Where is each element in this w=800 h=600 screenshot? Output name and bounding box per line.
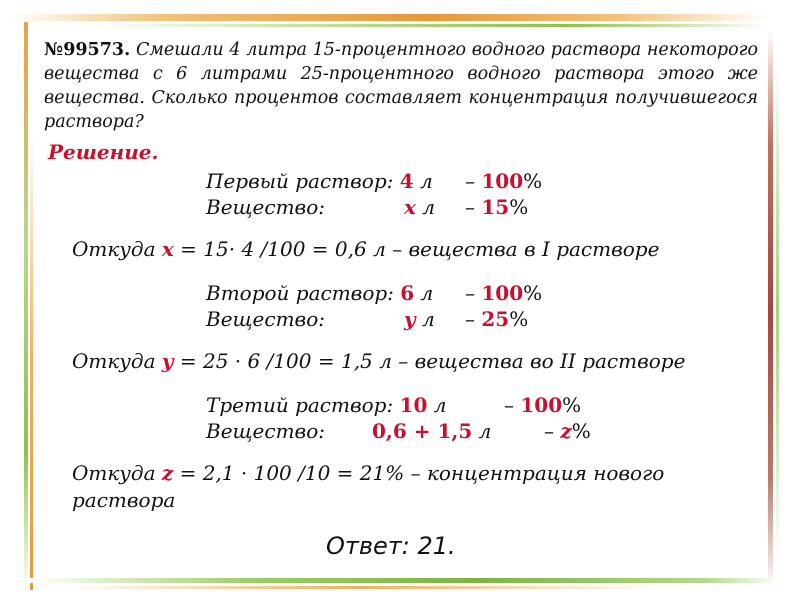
block3-conclusion: Откуда z = 2,1 · 100 /10 = 21% – концентрация нового xyxy=(72,461,665,485)
block3-row2-amount: 0,6 + 1,5 л xyxy=(372,419,492,443)
decor-frame-right-accent xyxy=(776,60,779,560)
block2-row2: Вещество: xyxy=(206,307,325,331)
decor-frame-bottom-accent xyxy=(60,586,660,589)
answer: Ответ: 21. xyxy=(326,532,456,560)
block2-row1: Второй раствор: 6 л xyxy=(206,281,434,305)
block2-row2-amount: y л xyxy=(404,307,435,331)
block3-row2-percent: – z% xyxy=(544,419,591,443)
block3-row1-percent: – 100% xyxy=(504,393,582,417)
block1-row2-percent: – 15% xyxy=(465,195,529,219)
decor-frame-right xyxy=(768,30,773,590)
block2-row1-percent: – 100% xyxy=(465,281,543,305)
problem-statement xyxy=(44,38,758,134)
problem-number: №99573. xyxy=(44,40,131,60)
decor-frame-left xyxy=(24,22,28,592)
block3-row1: Третий раствор: 10 л xyxy=(206,393,447,417)
decor-frame-bottom xyxy=(30,578,780,583)
problem-text: Смешали 4 литра 15-процентного водного раствора некоторого вещества с 6 литрами 25-процентного водного раствора этого же вещества. Сколько процентов составляет концентрация получившегося раствора? xyxy=(44,40,758,132)
block3-row2: Вещество: xyxy=(206,419,325,443)
block1-row2: Вещество: xyxy=(206,195,325,219)
block3-conclusion-line2: раствора xyxy=(72,488,176,512)
block1-conclusion: Откуда x = 15· 4 /100 = 0,6 л – вещества в I растворе xyxy=(72,237,660,261)
decor-frame-top-accent xyxy=(90,24,770,27)
decor-frame-left-accent xyxy=(30,130,33,590)
solution-heading: Решение. xyxy=(48,140,159,164)
block1-row1: Первый раствор: 4 л xyxy=(206,169,433,193)
block1-row2-amount: x л xyxy=(404,195,436,219)
block1-row1-amount: 4 xyxy=(399,169,414,193)
block1-row1-percent: – 100% xyxy=(465,169,543,193)
decor-frame-top xyxy=(10,14,770,21)
block2-conclusion: Откуда y = 25 · 6 /100 = 1,5 л – вещества во II растворе xyxy=(72,349,686,373)
block2-row2-percent: – 25% xyxy=(465,307,529,331)
